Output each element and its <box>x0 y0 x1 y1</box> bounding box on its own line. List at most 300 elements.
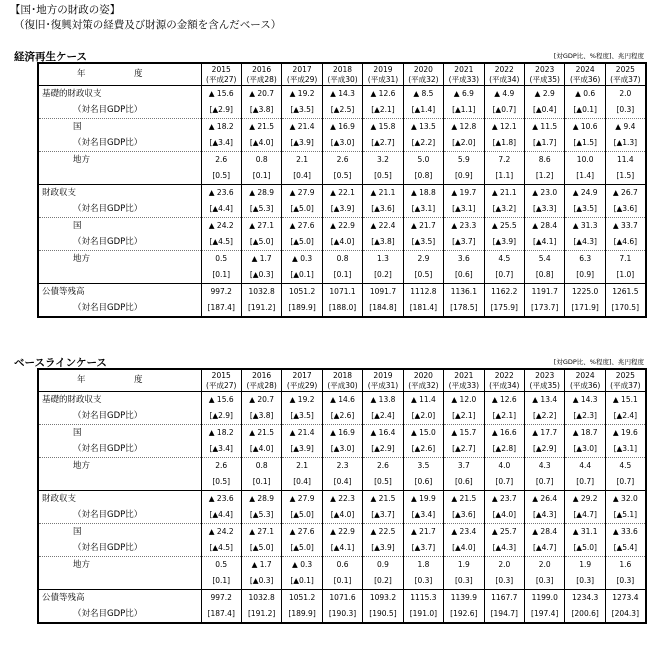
value-cell: [▲5.0] <box>241 234 281 251</box>
value-cell: 5.0 <box>403 152 443 169</box>
value-cell: 1162.2 <box>484 284 524 301</box>
value-cell: [▲3.6] <box>363 201 403 218</box>
value-cell: ▲ 22.5 <box>363 524 403 541</box>
year-value: 2021 <box>454 65 474 74</box>
value-cell: ▲ 8.5 <box>403 86 443 103</box>
row-label: （対名目GDP比） <box>38 408 201 425</box>
value-cell: [▲1.8] <box>484 135 524 152</box>
value-cell: [▲3.4] <box>201 135 241 152</box>
value-cell: 0.8 <box>322 251 362 268</box>
year-header-cell <box>322 63 362 86</box>
value-cell: ▲ 25.7 <box>484 524 524 541</box>
value-cell: ▲ 19.9 <box>403 491 443 508</box>
value-cell: [190.5] <box>363 606 403 623</box>
value-cell: [0.1] <box>241 474 281 491</box>
value-cell: [▲5.0] <box>565 540 605 557</box>
era-year-value: (平成27) <box>206 380 237 390</box>
value-cell: 1273.4 <box>605 590 645 607</box>
value-cell: 1091.7 <box>363 284 403 301</box>
value-cell: ▲ 21.1 <box>484 185 524 202</box>
value-cell: ▲ 4.9 <box>484 86 524 103</box>
value-cell: [▲3.5] <box>403 234 443 251</box>
value-cell: ▲ 12.6 <box>484 392 524 409</box>
value-cell: [▲4.7] <box>565 507 605 524</box>
value-cell: ▲ 9.4 <box>605 119 645 136</box>
year-header-cell <box>282 369 322 392</box>
year-header-cell <box>565 369 605 392</box>
value-cell: [▲4.4] <box>201 201 241 218</box>
value-cell: [190.3] <box>322 606 362 623</box>
fiscal-table-economic-revival <box>37 62 647 318</box>
year-header-cell <box>444 369 484 392</box>
value-cell: 1032.8 <box>241 284 281 301</box>
year-value: 2015 <box>211 65 231 74</box>
value-cell: [0.5] <box>403 267 443 284</box>
value-cell: ▲ 22.3 <box>322 491 362 508</box>
value-cell: [▲3.4] <box>201 441 241 458</box>
value-cell: 6.3 <box>565 251 605 268</box>
value-cell: 5.9 <box>444 152 484 169</box>
table-row <box>38 557 646 574</box>
year-value: 2015 <box>211 371 231 380</box>
value-cell: ▲ 12.0 <box>444 392 484 409</box>
era-year-value: (平成35) <box>529 74 560 84</box>
value-cell: [197.4] <box>525 606 565 623</box>
value-cell: [▲0.1] <box>282 267 322 284</box>
value-cell: 3.2 <box>363 152 403 169</box>
value-cell: ▲ 21.7 <box>403 218 443 235</box>
value-cell: ▲ 28.9 <box>241 185 281 202</box>
year-value: 2016 <box>252 65 272 74</box>
year-value: 2019 <box>373 371 393 380</box>
unit-note-baseline: [対GDP比、%程度]、兆円程度 <box>553 358 644 366</box>
value-cell: 5.4 <box>525 251 565 268</box>
table-row <box>38 218 646 235</box>
value-cell: [0.7] <box>565 474 605 491</box>
era-year-value: (平成33) <box>448 74 480 84</box>
value-cell: [0.3] <box>444 573 484 590</box>
table-row <box>38 392 646 409</box>
value-cell: [▲4.1] <box>322 540 362 557</box>
value-cell: ▲ 18.7 <box>565 425 605 442</box>
value-cell: 3.6 <box>444 251 484 268</box>
value-cell: 4.0 <box>484 458 524 475</box>
value-cell: ▲ 27.6 <box>282 524 322 541</box>
value-cell: 1093.2 <box>363 590 403 607</box>
value-cell: ▲ 18.2 <box>201 425 241 442</box>
value-cell: [175.9] <box>484 300 524 317</box>
value-cell: [▲2.8] <box>484 441 524 458</box>
value-cell: [▲2.1] <box>363 102 403 119</box>
value-cell: [▲3.8] <box>241 408 281 425</box>
value-cell: [173.7] <box>525 300 565 317</box>
value-cell: [0.3] <box>525 573 565 590</box>
table-row <box>38 201 646 218</box>
era-year-value: (平成34) <box>489 74 520 84</box>
value-cell: 2.1 <box>282 458 322 475</box>
value-cell: 1051.2 <box>282 284 322 301</box>
year-header-cell <box>201 63 241 86</box>
value-cell: [0.6] <box>444 267 484 284</box>
row-label: 地方 <box>38 152 201 169</box>
value-cell: [▲2.0] <box>444 135 484 152</box>
value-cell: ▲ 0.6 <box>565 86 605 103</box>
table-row <box>38 606 646 623</box>
value-cell: [▲2.1] <box>444 408 484 425</box>
value-cell: [0.2] <box>363 573 403 590</box>
table-row <box>38 425 646 442</box>
page-subheading: （復旧･復興対策の経費及び財源の金額を含んだベース） <box>14 19 282 31</box>
value-cell: ▲ 13.4 <box>525 392 565 409</box>
value-cell: [▲2.4] <box>363 408 403 425</box>
value-cell: [▲3.9] <box>363 540 403 557</box>
value-cell: [0.5] <box>201 474 241 491</box>
value-cell: [▲5.0] <box>282 201 322 218</box>
value-cell: ▲ 17.7 <box>525 425 565 442</box>
value-cell: ▲ 13.5 <box>403 119 443 136</box>
value-cell: ▲ 27.1 <box>241 524 281 541</box>
value-cell: [▲2.3] <box>565 408 605 425</box>
value-cell: [▲4.0] <box>322 234 362 251</box>
value-cell: [1.0] <box>605 267 645 284</box>
value-cell: [171.9] <box>565 300 605 317</box>
value-cell: [188.0] <box>322 300 362 317</box>
year-header-label: 年 度 <box>38 63 201 86</box>
value-cell: 1.6 <box>605 557 645 574</box>
year-header-cell <box>605 63 645 86</box>
value-cell: [0.6] <box>444 474 484 491</box>
year-value: 2023 <box>535 371 555 380</box>
table-row <box>38 119 646 136</box>
value-cell: ▲ 15.0 <box>403 425 443 442</box>
value-cell: ▲ 26.7 <box>605 185 645 202</box>
row-label: 国 <box>38 425 201 442</box>
value-cell: [▲2.7] <box>363 135 403 152</box>
era-year-value: (平成30) <box>327 74 358 84</box>
value-cell: [▲3.1] <box>403 201 443 218</box>
row-label: （対名目GDP比） <box>38 441 201 458</box>
value-cell: ▲ 16.4 <box>363 425 403 442</box>
era-year-value: (平成28) <box>246 74 277 84</box>
year-value: 2018 <box>332 371 353 380</box>
value-cell: ▲ 12.6 <box>363 86 403 103</box>
table-row <box>38 267 646 284</box>
year-value: 2018 <box>332 65 353 74</box>
value-cell: ▲ 22.4 <box>363 218 403 235</box>
value-cell: 0.8 <box>241 152 281 169</box>
value-cell: ▲ 23.4 <box>444 524 484 541</box>
value-cell: [0.3] <box>565 573 605 590</box>
value-cell: [▲3.1] <box>605 441 645 458</box>
row-label: 国 <box>38 119 201 136</box>
value-cell: ▲ 15.1 <box>605 392 645 409</box>
value-cell: [▲2.6] <box>322 408 362 425</box>
value-cell: [200.6] <box>565 606 605 623</box>
value-cell: 4.3 <box>525 458 565 475</box>
value-cell: ▲ 11.4 <box>403 392 443 409</box>
value-cell: 1.3 <box>363 251 403 268</box>
row-label: （対名目GDP比） <box>38 234 201 251</box>
value-cell: ▲ 28.9 <box>241 491 281 508</box>
row-label <box>38 168 201 185</box>
unit-note-economic-revival: [対GDP比、%程度]、兆円程度 <box>553 52 644 60</box>
value-cell: 1199.0 <box>525 590 565 607</box>
value-cell: 1115.3 <box>403 590 443 607</box>
year-value: 2025 <box>615 371 635 380</box>
value-cell: [▲2.7] <box>444 441 484 458</box>
table-row <box>38 491 646 508</box>
era-year-value: (平成31) <box>367 380 399 390</box>
value-cell: ▲ 21.1 <box>363 185 403 202</box>
value-cell: 10.0 <box>565 152 605 169</box>
era-year-value: (平成33) <box>448 380 480 390</box>
value-cell: [0.1] <box>201 573 241 590</box>
era-year-value: (平成28) <box>246 380 277 390</box>
value-cell: 1261.5 <box>605 284 645 301</box>
value-cell: ▲ 15.7 <box>444 425 484 442</box>
row-label: （対名目GDP比） <box>38 540 201 557</box>
value-cell: ▲ 15.8 <box>363 119 403 136</box>
value-cell: [▲1.3] <box>605 135 645 152</box>
year-value: 2019 <box>373 65 393 74</box>
value-cell: ▲ 0.3 <box>282 251 322 268</box>
value-cell: ▲ 14.3 <box>322 86 362 103</box>
value-cell: [0.1] <box>322 573 362 590</box>
value-cell: [▲3.7] <box>444 234 484 251</box>
value-cell: [▲3.4] <box>403 507 443 524</box>
value-cell: [▲4.0] <box>484 507 524 524</box>
value-cell: [▲3.7] <box>363 507 403 524</box>
value-cell: ▲ 22.9 <box>322 524 362 541</box>
value-cell: [▲5.0] <box>282 540 322 557</box>
value-cell: 7.1 <box>605 251 645 268</box>
value-cell: [▲5.3] <box>241 507 281 524</box>
value-cell: [191.2] <box>241 606 281 623</box>
value-cell: [▲3.5] <box>282 102 322 119</box>
value-cell: 3.5 <box>403 458 443 475</box>
value-cell: ▲ 24.9 <box>565 185 605 202</box>
value-cell: ▲ 19.2 <box>282 86 322 103</box>
value-cell: [0.1] <box>322 267 362 284</box>
value-cell: 2.0 <box>525 557 565 574</box>
value-cell: [0.7] <box>605 474 645 491</box>
value-cell: [184.8] <box>363 300 403 317</box>
year-header-cell <box>201 369 241 392</box>
value-cell: ▲ 13.8 <box>363 392 403 409</box>
value-cell: ▲ 2.9 <box>525 86 565 103</box>
value-cell: 0.5 <box>201 557 241 574</box>
value-cell: 0.9 <box>363 557 403 574</box>
value-cell: [0.7] <box>484 474 524 491</box>
value-cell: 0.6 <box>322 557 362 574</box>
value-cell: [▲3.0] <box>322 135 362 152</box>
value-cell: 2.6 <box>201 152 241 169</box>
row-label: 地方 <box>38 458 201 475</box>
value-cell: [0.6] <box>403 474 443 491</box>
table-row <box>38 458 646 475</box>
value-cell: ▲ 11.5 <box>525 119 565 136</box>
value-cell: [▲2.9] <box>525 441 565 458</box>
year-header-cell <box>322 369 362 392</box>
value-cell: [▲4.4] <box>201 507 241 524</box>
row-label: 国 <box>38 524 201 541</box>
value-cell: [▲3.3] <box>525 201 565 218</box>
year-value: 2024 <box>575 65 595 74</box>
era-year-value: (平成32) <box>408 74 439 84</box>
value-cell: [0.3] <box>403 573 443 590</box>
row-label: （対名目GDP比） <box>38 135 201 152</box>
value-cell: [▲5.0] <box>282 234 322 251</box>
value-cell: [▲3.8] <box>241 102 281 119</box>
table-row <box>38 102 646 119</box>
value-cell: ▲ 15.6 <box>201 86 241 103</box>
value-cell: [▲5.0] <box>282 507 322 524</box>
value-cell: [▲4.5] <box>201 540 241 557</box>
era-year-value: (平成34) <box>489 380 520 390</box>
value-cell: ▲ 12.8 <box>444 119 484 136</box>
value-cell: 1167.7 <box>484 590 524 607</box>
value-cell: ▲ 6.9 <box>444 86 484 103</box>
year-header-cell <box>363 63 403 86</box>
value-cell: [192.6] <box>444 606 484 623</box>
year-header-row <box>38 63 646 86</box>
value-cell: 1071.6 <box>322 590 362 607</box>
value-cell: ▲ 19.7 <box>444 185 484 202</box>
value-cell: [1.5] <box>605 168 645 185</box>
value-cell: [0.3] <box>484 573 524 590</box>
value-cell: 1234.3 <box>565 590 605 607</box>
fiscal-table-baseline <box>37 368 647 624</box>
value-cell: [191.0] <box>403 606 443 623</box>
value-cell: [0.5] <box>201 168 241 185</box>
table-row <box>38 524 646 541</box>
table-row <box>38 284 646 301</box>
value-cell: [170.5] <box>605 300 645 317</box>
table-row <box>38 168 646 185</box>
value-cell: [▲5.4] <box>605 540 645 557</box>
table-row <box>38 540 646 557</box>
value-cell: [191.2] <box>241 300 281 317</box>
row-label: 基礎的財政収支 <box>38 392 201 409</box>
value-cell: [▲4.1] <box>525 234 565 251</box>
value-cell: ▲ 16.9 <box>322 425 362 442</box>
value-cell: ▲ 33.7 <box>605 218 645 235</box>
value-cell: ▲ 27.9 <box>282 491 322 508</box>
row-label: 国 <box>38 218 201 235</box>
value-cell: ▲ 23.6 <box>201 491 241 508</box>
value-cell: [▲2.9] <box>363 441 403 458</box>
value-cell: [▲5.1] <box>605 507 645 524</box>
value-cell: ▲ 16.9 <box>322 119 362 136</box>
value-cell: ▲ 23.0 <box>525 185 565 202</box>
value-cell: ▲ 24.2 <box>201 524 241 541</box>
value-cell: [187.4] <box>201 300 241 317</box>
value-cell: [▲4.5] <box>201 234 241 251</box>
value-cell: [0.7] <box>525 474 565 491</box>
value-cell: ▲ 31.3 <box>565 218 605 235</box>
row-label <box>38 573 201 590</box>
value-cell: 11.4 <box>605 152 645 169</box>
value-cell: ▲ 23.7 <box>484 491 524 508</box>
value-cell: [▲3.9] <box>484 234 524 251</box>
table-row <box>38 507 646 524</box>
table-row <box>38 408 646 425</box>
value-cell: 1051.2 <box>282 590 322 607</box>
year-header-cell <box>565 63 605 86</box>
value-cell: [▲4.3] <box>525 507 565 524</box>
table-row <box>38 441 646 458</box>
value-cell: ▲ 24.2 <box>201 218 241 235</box>
year-value: 2022 <box>494 371 514 380</box>
row-label: （対名目GDP比） <box>38 606 201 623</box>
year-value: 2022 <box>494 65 514 74</box>
value-cell: [▲5.0] <box>241 540 281 557</box>
value-cell: 3.7 <box>444 458 484 475</box>
value-cell: [▲4.0] <box>241 441 281 458</box>
value-cell: [▲4.7] <box>525 540 565 557</box>
value-cell: [▲2.2] <box>403 135 443 152</box>
value-cell: [0.9] <box>444 168 484 185</box>
value-cell: ▲ 21.4 <box>282 425 322 442</box>
year-header-cell <box>363 369 403 392</box>
value-cell: [▲0.3] <box>241 267 281 284</box>
row-label <box>38 474 201 491</box>
value-cell: 8.6 <box>525 152 565 169</box>
value-cell: [▲3.6] <box>444 507 484 524</box>
value-cell: ▲ 21.7 <box>403 524 443 541</box>
era-year-value: (平成36) <box>569 380 601 390</box>
value-cell: [▲3.9] <box>282 135 322 152</box>
year-value: 2021 <box>454 371 474 380</box>
year-header-cell <box>525 369 565 392</box>
value-cell: [▲5.3] <box>241 201 281 218</box>
year-value: 2017 <box>292 65 312 74</box>
value-cell: ▲ 18.2 <box>201 119 241 136</box>
year-header-cell <box>282 63 322 86</box>
value-cell: ▲ 21.5 <box>241 425 281 442</box>
value-cell: ▲ 21.5 <box>241 119 281 136</box>
value-cell: [▲4.0] <box>444 540 484 557</box>
value-cell: ▲ 21.5 <box>444 491 484 508</box>
value-cell: [▲1.7] <box>525 135 565 152</box>
year-value: 2020 <box>413 65 433 74</box>
value-cell: [▲4.3] <box>484 540 524 557</box>
table-row <box>38 86 646 103</box>
year-value: 2025 <box>615 65 635 74</box>
value-cell: 997.2 <box>201 284 241 301</box>
value-cell: 1191.7 <box>525 284 565 301</box>
row-label: （対名目GDP比） <box>38 201 201 218</box>
value-cell: [▲2.6] <box>403 441 443 458</box>
value-cell: [▲4.0] <box>322 507 362 524</box>
year-value: 2023 <box>535 65 555 74</box>
value-cell: [▲4.3] <box>565 234 605 251</box>
era-year-value: (平成30) <box>327 380 358 390</box>
row-label: 財政収支 <box>38 491 201 508</box>
value-cell: ▲ 19.2 <box>282 392 322 409</box>
value-cell: [1.2] <box>525 168 565 185</box>
value-cell: 2.6 <box>201 458 241 475</box>
year-header-cell <box>241 63 281 86</box>
value-cell: [0.3] <box>605 102 645 119</box>
value-cell: 7.2 <box>484 152 524 169</box>
value-cell: ▲ 10.6 <box>565 119 605 136</box>
value-cell: 4.4 <box>565 458 605 475</box>
value-cell: [▲2.4] <box>605 408 645 425</box>
value-cell: [1.1] <box>484 168 524 185</box>
value-cell: [▲2.9] <box>201 102 241 119</box>
value-cell: [178.5] <box>444 300 484 317</box>
